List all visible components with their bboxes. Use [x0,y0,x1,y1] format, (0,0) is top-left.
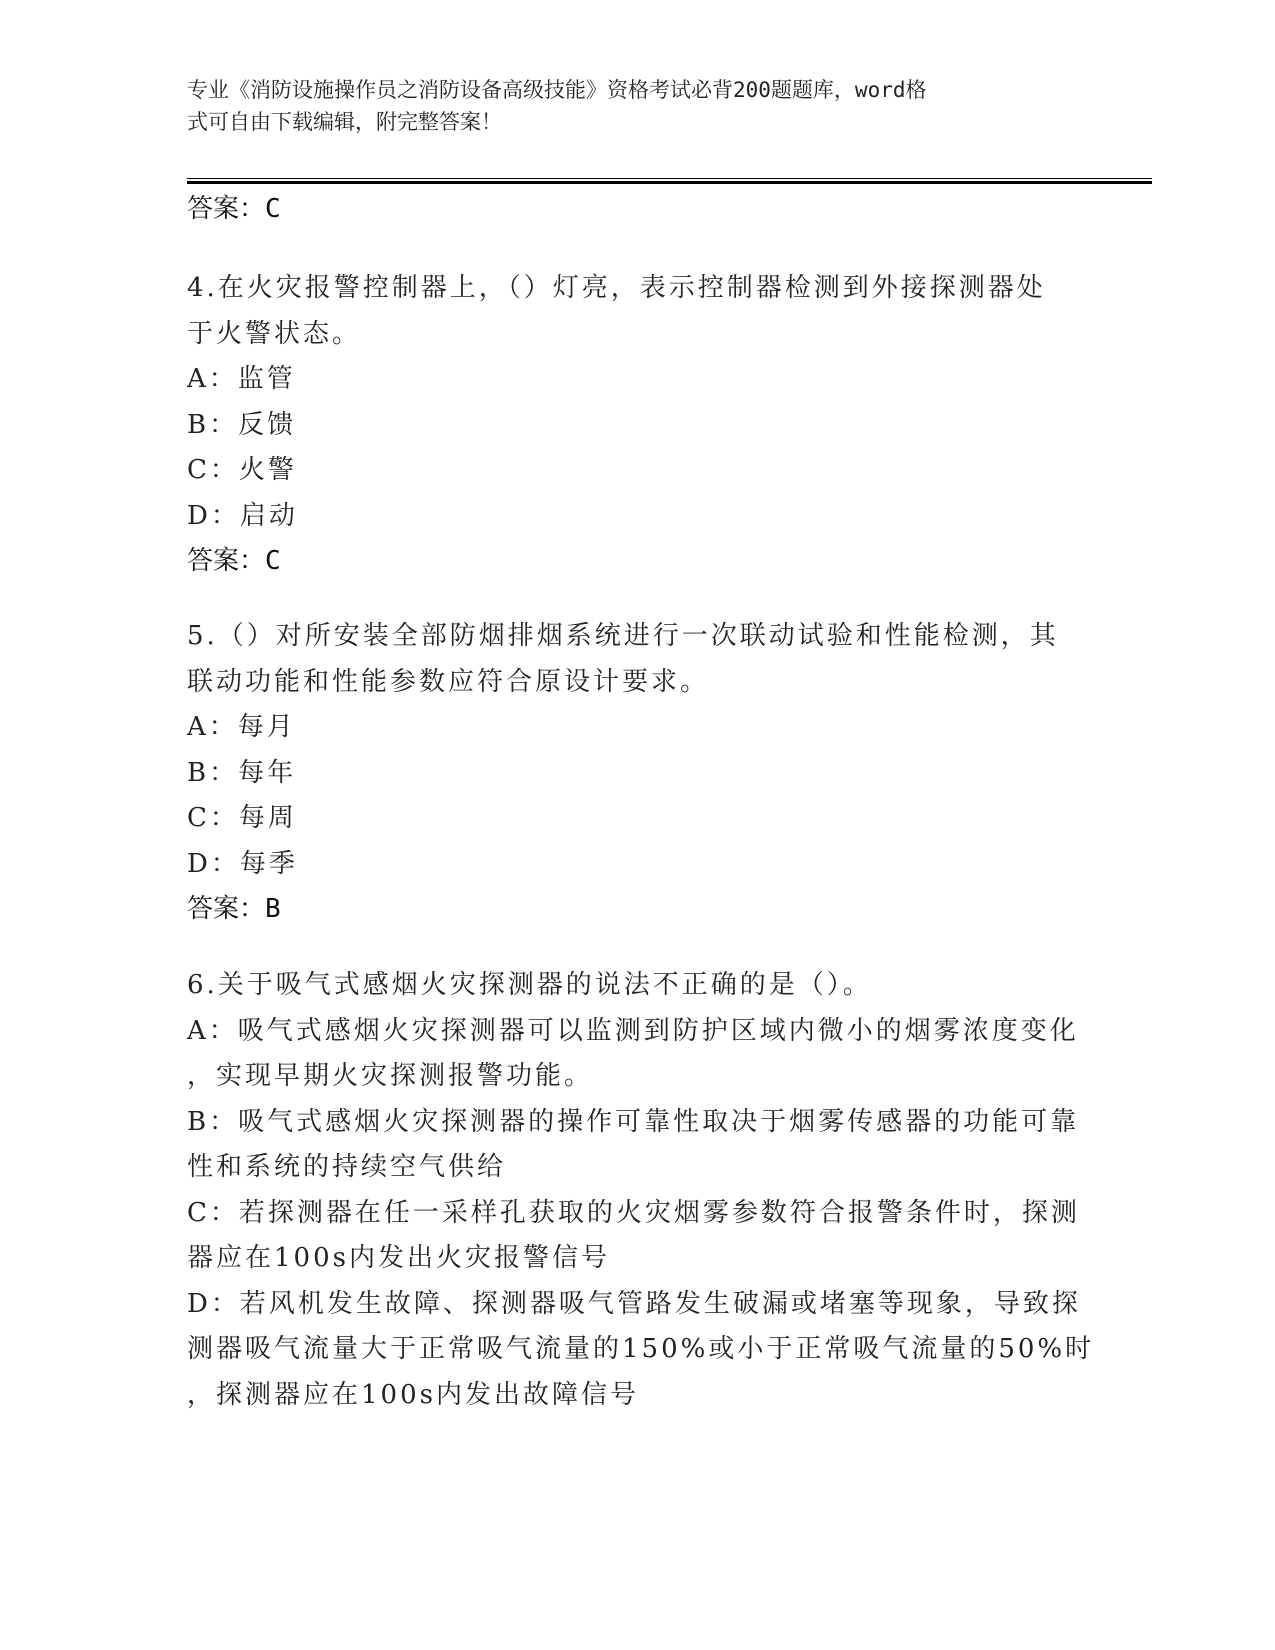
question-6 [187,963,1095,1418]
question-4-stem-line-1: 4.在火灾报警控制器上，（）灯亮，表示控制器检测到外接探测器处 [187,273,1046,303]
previous-answer: 答案：C [187,194,281,224]
question-5-answer: 答案：B [187,894,281,924]
question-5 [187,614,1087,933]
question-6-stem-line-1: 6.关于吸气式感烟火灾探测器的说法不正确的是（）。 [187,970,872,1000]
question-4-stem-line-2: 于火警状态。 [187,318,362,349]
question-6-option-b-line-1: B：吸气式感烟火灾探测器的操作可靠性取决于烟雾传感器的功能可靠 [187,1106,1080,1137]
question-6-option-d-line-2: 测器吸气流量大于正常吸气流量的150%或小于正常吸气流量的50%时 [187,1334,1095,1364]
question-5-option-d: D：每季 [187,848,298,879]
question-4 [187,266,1087,585]
question-4-answer: 答案：C [187,546,281,576]
question-6-option-c-line-1: C：若探测器在任一采样孔获取的火灾烟雾参数符合报警条件时，探测 [187,1197,1080,1228]
question-4-option-b: B：反馈 [187,409,297,440]
question-5-option-b: B：每年 [187,757,297,788]
document-header [187,74,1067,138]
question-5-stem-line-1: 5.（）对所安装全部防烟排烟系统进行一次联动试验和性能检测，其 [187,621,1059,651]
question-6-option-d-line-3: ，探测器应在100s内发出故障信号 [187,1379,639,1410]
question-6-option-a-line-1: A：吸气式感烟火灾探测器可以监测到防护区域内微小的烟雾浓度变化 [187,1015,1079,1046]
question-5-stem-line-2: 联动功能和性能参数应符合原设计要求。 [187,666,710,697]
question-5-option-c: C：每周 [187,803,297,833]
header-divider-thick [187,181,1152,184]
question-6-option-b-line-2: 性和系统的持续空气供给 [187,1152,507,1182]
header-line-1: 专业《消防设施操作员之消防设备高级技能》资格考试必背200题题库，word格 [187,78,927,102]
header-divider-thin [187,178,1152,179]
question-6-option-a-line-2: ，实现早期火灾探测报警功能。 [187,1061,594,1091]
header-line-2: 式可自由下载编辑，附完整答案！ [187,110,502,134]
question-4-option-c: C：火警 [187,455,297,485]
question-6-option-c-line-2: 器应在100s内发出火灾报警信号 [187,1243,610,1273]
question-4-option-a: A：监管 [187,364,296,394]
question-6-option-d-line-1: D：若风机发生故障、探测器吸气管路发生破漏或堵塞等现象，导致探 [187,1288,1081,1319]
question-4-option-d: D：启动 [187,500,298,531]
question-5-option-a: A：每月 [187,712,296,742]
